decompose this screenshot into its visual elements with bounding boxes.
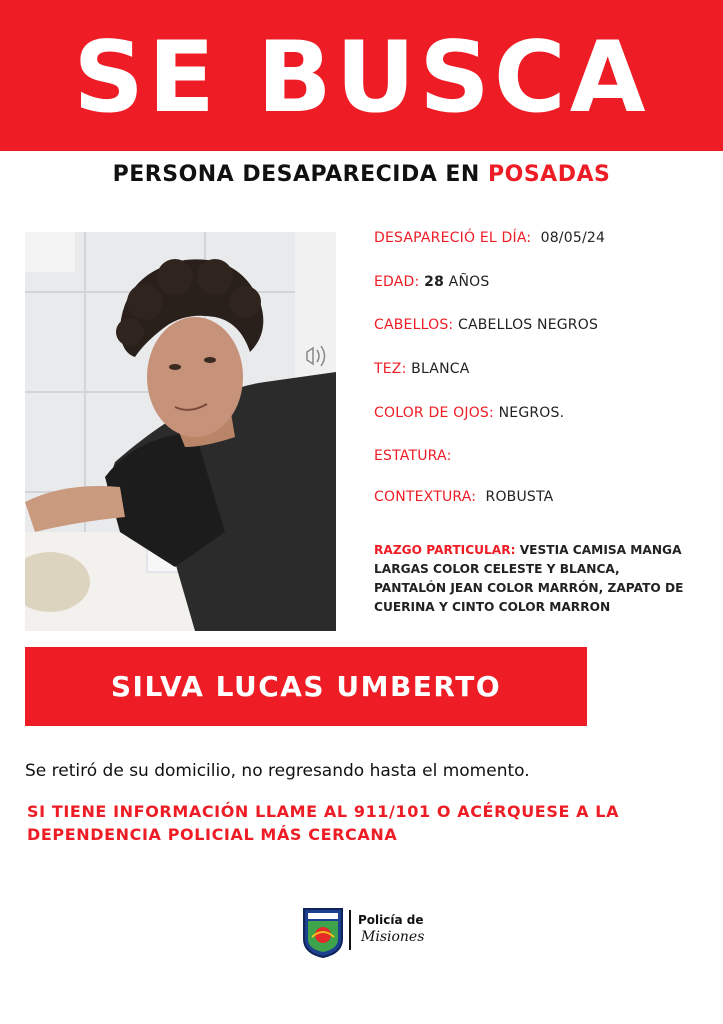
header-banner — [0, 0, 723, 151]
build-row — [374, 489, 553, 505]
date-row — [374, 230, 605, 246]
police-shield-icon — [302, 907, 344, 959]
missing-person-photo — [25, 232, 336, 631]
age-label: EDAD: — [374, 274, 420, 290]
age-unit: AÑOS — [448, 274, 490, 290]
person-name: SILVA LUCAS UMBERTO — [110, 670, 502, 703]
hair-value: CABELLOS NEGROS — [457, 317, 599, 333]
org-name-line1: Policía de — [358, 913, 424, 927]
skin-row — [374, 361, 470, 377]
skin-label: TEZ: — [374, 361, 407, 377]
statement-text: Se retiró de su domicilio, no regresando hasta el momento. — [25, 761, 530, 781]
name-banner — [25, 647, 587, 726]
feature-value: VESTIA CAMISA MANGA LARGAS COLOR CELESTE Y BLANCA, PANTALÓN JEAN COLOR MARRÓN, ZAPATO DE CUERINA Y CINTO COLOR MARRON — [374, 543, 684, 614]
eyes-value: NEGROS. — [498, 405, 565, 421]
poster-subtitle — [0, 162, 723, 187]
eyes-row — [374, 405, 564, 421]
date-label: DESAPARECIÓ EL DÍA: — [374, 230, 532, 246]
logo-separator — [349, 910, 351, 950]
poster-title: SE BUSCA — [73, 20, 650, 135]
age-number: 28 — [424, 274, 445, 290]
height-row — [374, 448, 452, 464]
photo-illustration — [25, 232, 336, 631]
org-name-line2: Misiones — [361, 929, 425, 945]
age-row — [374, 274, 489, 290]
hair-label: CABELLOS: — [374, 317, 454, 333]
build-label: CONTEXTURA: — [374, 489, 477, 505]
hair-row — [374, 317, 598, 333]
feature-block — [374, 541, 696, 617]
call-to-action: SI TIENE INFORMACIÓN LLAME AL 911/101 O ACÉRQUESE A LA DEPENDENCIA POLICIAL MÁS CERCANA — [27, 802, 620, 844]
subtitle-text: PERSONA DESAPARECIDA EN — [112, 162, 489, 187]
subtitle-place: POSADAS — [488, 162, 611, 187]
eyes-label: COLOR DE OJOS: — [374, 405, 494, 421]
date-value: 08/05/24 — [540, 230, 606, 246]
build-value: ROBUSTA — [485, 489, 554, 505]
height-label: ESTATURA: — [374, 448, 452, 464]
skin-value: BLANCA — [411, 361, 470, 377]
feature-label: RAZGO PARTICULAR: — [374, 543, 516, 557]
